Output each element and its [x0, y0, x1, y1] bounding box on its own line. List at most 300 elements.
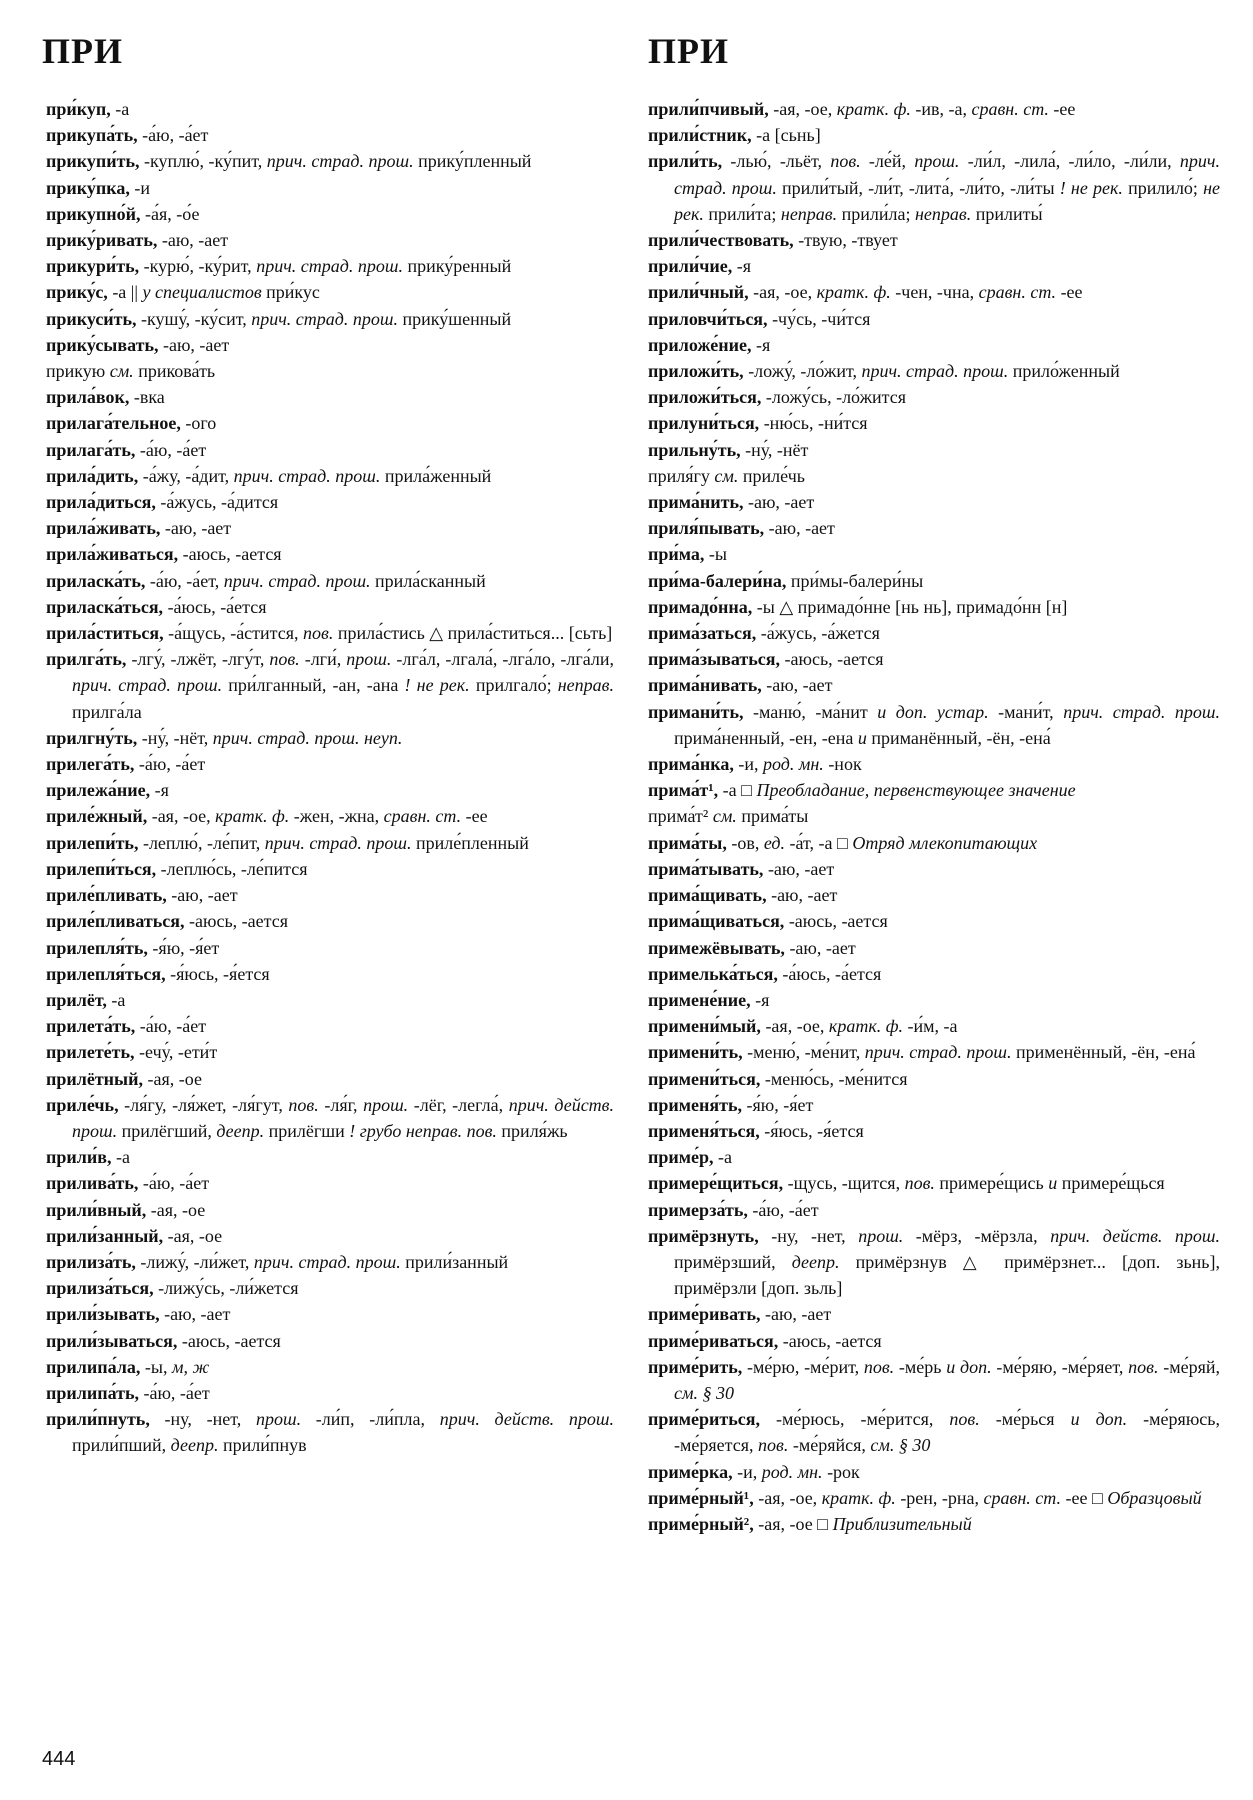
dictionary-entry — [46, 306, 614, 332]
dictionary-entry — [46, 856, 614, 882]
dictionary-entry — [648, 96, 1220, 122]
dictionary-entry — [648, 1170, 1220, 1196]
headword: прикупно́й, — [46, 203, 141, 224]
entry-text: -лижу́, -ли́жет, — [135, 1251, 254, 1272]
dictionary-entry — [648, 463, 1220, 489]
dictionary-entry — [46, 384, 614, 410]
headword: при́куп, — [46, 99, 111, 119]
entry-text: -а́ю, -а́ет, — [145, 570, 224, 591]
dictionary-entry — [648, 1459, 1220, 1485]
entry-text: приле́пленный — [411, 832, 529, 853]
entry-text: -а — [713, 1147, 732, 1168]
entry-text: -аю, -ает — [743, 492, 815, 513]
entry-text: -а □ — [718, 780, 757, 801]
dictionary-entry — [46, 201, 614, 227]
headword: прилага́ть, — [46, 439, 136, 460]
entry-text: -а́юсь, -а́ется — [163, 596, 267, 617]
entry-text: -аю, -ает — [166, 885, 238, 906]
grammar-note: и доп. устар. — [877, 701, 989, 722]
entry-text: -аюсь, -ается — [780, 649, 884, 670]
grammar-note: сравн. ст. — [383, 806, 462, 827]
headword: приме́риться, — [648, 1409, 760, 1430]
dictionary-entry — [648, 122, 1220, 148]
dictionary-entry — [648, 515, 1220, 541]
grammar-note: кратк. ф. — [816, 282, 891, 303]
entry-text: -ну, -нет, — [758, 1225, 859, 1246]
entry-text: -ая, -ое □ — [753, 1513, 833, 1534]
dictionary-entry — [46, 1039, 614, 1065]
headword: прила́вок, — [46, 387, 130, 408]
grammar-note: деепр. — [170, 1435, 219, 1456]
dictionary-entry — [648, 1301, 1220, 1327]
headword: прима́щивать, — [648, 885, 767, 906]
dictionary-entry — [648, 227, 1220, 253]
entry-text: -ая, -ое — [146, 1199, 206, 1220]
grammar-note: прич. действ. прош. — [1050, 1225, 1220, 1246]
grammar-note: пов. — [288, 1094, 319, 1115]
dictionary-entry — [648, 777, 1220, 803]
entry-text: при́лганный, -ан, -ана — [222, 675, 405, 696]
dictionary-entry — [648, 987, 1220, 1013]
entry-text: примёрзший, — [674, 1251, 792, 1272]
dictionary-entry — [648, 1197, 1220, 1223]
grammar-note: Преобладание, первенствующее значение — [756, 780, 1076, 801]
entry-text: -меню́, -ме́нит, — [742, 1042, 865, 1063]
headword: приме́рный¹, — [648, 1487, 754, 1508]
dictionary-entry — [648, 882, 1220, 908]
entry-text: прили́пнув — [218, 1435, 307, 1456]
dictionary-entry — [46, 908, 614, 934]
grammar-note: деепр. — [791, 1251, 840, 1272]
grammar-note: пов. — [303, 623, 334, 644]
grammar-note: пов. — [758, 1435, 789, 1456]
headword: прикуси́ть, — [46, 308, 137, 329]
dictionary-entry — [46, 620, 614, 646]
entry-text: -аю, -ает — [160, 518, 232, 539]
dictionary-entry — [46, 1406, 614, 1458]
headword: прима́заться, — [648, 623, 757, 644]
headword: прилепи́ть, — [46, 832, 139, 853]
headword: приле́жный, — [46, 806, 148, 827]
grammar-note: прич. страд. прош. — [256, 256, 403, 277]
grammar-note: см. — [712, 806, 737, 827]
grammar-note: неправ. — [780, 203, 838, 224]
entry-text: -и, — [732, 1461, 762, 1482]
entry-text: -ну́, -нёт, — [137, 727, 213, 748]
headword: применя́ться, — [648, 1120, 760, 1141]
dictionary-entry — [648, 568, 1220, 594]
dictionary-entry — [46, 1328, 614, 1354]
grammar-note: и — [1048, 1173, 1058, 1194]
dictionary-entry — [648, 1406, 1220, 1458]
grammar-note: прич. страд. прош. неуп. — [212, 727, 403, 748]
entry-text: приле́чь — [738, 465, 805, 486]
headword: прила́диться, — [46, 492, 156, 513]
entry-text: -мёрз, -мёрзла, — [903, 1225, 1051, 1246]
entry-text: -ее □ — [1061, 1487, 1108, 1508]
entry-text: прилёгши — [264, 1120, 350, 1141]
grammar-note: ! не рек. — [1059, 177, 1123, 198]
dictionary-entry — [648, 1328, 1220, 1354]
entry-text: -лги́, — [299, 649, 347, 670]
entry-text: -я — [750, 989, 770, 1010]
entry-text: прилга́ла — [72, 701, 142, 722]
entry-text: прима́т² — [648, 806, 713, 827]
headword: прилага́тельное, — [46, 413, 181, 434]
grammar-note: сравн. ст. — [978, 282, 1057, 303]
entry-text: -ая, -ое, — [753, 1487, 822, 1508]
dictionary-entry — [648, 699, 1220, 751]
headword: приме́рить, — [648, 1356, 743, 1377]
dictionary-entry — [648, 646, 1220, 672]
headword: прима́щиваться, — [648, 911, 785, 932]
grammar-note: прич. страд. прош. — [861, 361, 1009, 382]
entry-text: -а́ю, -а́ет — [134, 754, 206, 775]
grammar-note: кратк. ф. — [821, 1487, 896, 1508]
headword: примене́ние, — [648, 989, 751, 1010]
dictionary-entry — [46, 96, 614, 122]
dictionary-entry — [46, 1223, 614, 1249]
grammar-note: Приблизительный — [832, 1513, 972, 1534]
dictionary-entry — [648, 1013, 1220, 1039]
headword: применя́ть, — [648, 1094, 742, 1115]
grammar-note: ед. — [763, 832, 785, 853]
dictionary-entry — [46, 803, 614, 829]
dictionary-entry — [648, 1092, 1220, 1118]
dictionary-entry — [46, 253, 614, 279]
entry-text: прилгало́; — [469, 675, 558, 696]
entry-text: -аюсь, -ается — [778, 1330, 882, 1351]
entry-text: -жен, -жна, — [289, 806, 384, 827]
grammar-note: кратк. ф. — [215, 806, 290, 827]
entry-text: -а́юсь, -а́ется — [777, 963, 882, 984]
grammar-note: пов. — [269, 649, 300, 670]
entry-text: -ню́сь, -ни́тся — [759, 413, 868, 434]
entry-text: прили́ла; — [837, 203, 915, 224]
entry-text: -я́ю, -я́ет — [147, 937, 220, 958]
dictionary-entry — [46, 148, 614, 174]
grammar-note: прош. — [255, 1409, 302, 1430]
headword: прилуни́ться, — [648, 413, 760, 434]
dictionary-entry — [46, 1013, 614, 1039]
entry-text: при́кус — [261, 282, 320, 303]
entry-text: -лёг, -легла́, — [408, 1094, 509, 1115]
entry-text: -ы — [704, 544, 727, 565]
entry-text: -аю, -ает — [159, 1304, 231, 1325]
dictionary-entry — [648, 908, 1220, 934]
entry-text: -ая, -ое — [142, 1068, 202, 1089]
headword: приложи́ть, — [648, 361, 744, 382]
dictionary-entry — [46, 1197, 614, 1223]
headword: прима́тывать, — [648, 858, 764, 879]
dictionary-entry — [648, 279, 1220, 305]
dictionary-entry — [648, 358, 1220, 384]
grammar-note: прич. страд. прош. — [72, 675, 223, 696]
entry-text: при́мы-балери́ны — [786, 570, 924, 591]
dictionary-entry — [46, 961, 614, 987]
entry-text: -ее — [1056, 282, 1083, 303]
headword: прику́с, — [46, 282, 108, 303]
right-column — [648, 96, 1220, 1537]
headword: прила́живать, — [46, 518, 161, 539]
headword: примени́ться, — [648, 1068, 761, 1089]
dictionary-entry — [648, 751, 1220, 777]
grammar-note: сравн. ст. — [983, 1487, 1061, 1508]
grammar-note: пов. — [863, 1356, 895, 1377]
dictionary-entry — [648, 1511, 1220, 1537]
dictionary-entry — [648, 148, 1220, 227]
dictionary-entry — [46, 1275, 614, 1301]
grammar-note: и доп. — [1070, 1409, 1128, 1430]
entry-text: -ее — [1048, 99, 1076, 119]
headword: приме́рка, — [648, 1461, 733, 1482]
headword: прикупа́ть, — [46, 125, 138, 146]
headword: прили́стник, — [648, 125, 752, 146]
headword: прили́чный, — [648, 282, 749, 303]
entry-text: -а́ю, -а́ет — [137, 125, 209, 146]
left-column — [46, 96, 614, 1459]
entry-text: -чу́сь, -чи́тся — [767, 308, 871, 329]
headword: прилётный, — [46, 1068, 143, 1089]
grammar-note: у специалистов — [142, 282, 262, 303]
dictionary-entry — [46, 463, 614, 489]
headword: прима́нка, — [648, 754, 734, 775]
entry-text: прили́пший, — [72, 1435, 171, 1456]
grammar-note: пов. — [1128, 1356, 1159, 1377]
entry-text: прилиты́ — [971, 203, 1043, 224]
headword: прима́т¹, — [648, 780, 719, 801]
headword: примежёвывать, — [648, 937, 785, 958]
entry-text: применённый, -ён, -ена́ — [1011, 1042, 1196, 1063]
entry-text: -я́юсь, -я́ется — [165, 963, 270, 984]
grammar-note: прич. страд. прош. — [1063, 701, 1221, 722]
entry-text: -ле́й, — [860, 151, 915, 172]
grammar-note: прич. страд. прош. — [264, 832, 412, 853]
entry-text: -ме́рь — [894, 1356, 947, 1377]
entry-text: -и, — [733, 754, 764, 775]
headword: прилиза́ться, — [46, 1278, 154, 1299]
headword: прила́ститься, — [46, 623, 164, 644]
headword: прили́чествовать, — [648, 230, 794, 251]
entry-text: -рен, -рна, — [895, 1487, 984, 1508]
dictionary-entry — [648, 1144, 1220, 1170]
entry-text: -ов, — [726, 832, 764, 853]
entry-text: прикую — [46, 361, 110, 382]
entry-text: -ы △ примадо́нне [нь нь], примадо́нн [н] — [752, 596, 1068, 617]
headword: прикупи́ть, — [46, 151, 140, 172]
entry-text: прима́ненный, -ен, -ена — [674, 727, 858, 748]
dictionary-entry — [46, 541, 614, 567]
grammar-note: прич. действ. прош. — [439, 1409, 614, 1430]
entry-text: прику́шенный — [398, 308, 512, 329]
entry-text: -а́ю, -а́ет — [135, 1016, 207, 1037]
dictionary-entry — [46, 332, 614, 358]
entry-text: -аюсь, -ается — [184, 911, 288, 932]
entry-text: -я́юсь, -я́ется — [759, 1120, 864, 1141]
dictionary-entry — [46, 437, 614, 463]
entry-text: -аю, -ает — [764, 518, 835, 539]
entry-text: -я — [732, 256, 752, 277]
headword: прилепля́ться, — [46, 963, 166, 984]
grammar-note: прич. страд. прош. — [251, 308, 398, 329]
headword: прилиза́ть, — [46, 1251, 136, 1272]
entry-text: -я — [751, 334, 771, 355]
entry-text: -аю, -ает — [766, 885, 838, 906]
grammar-note: неправ. — [914, 203, 972, 224]
grammar-note: деепр. — [216, 1120, 265, 1141]
entry-text: -ая, -ое, — [768, 99, 837, 119]
grammar-note: и доп. — [946, 1356, 992, 1377]
dictionary-entry — [46, 1380, 614, 1406]
entry-text: -и́м, -а — [903, 1016, 958, 1037]
entry-text: -аю, -ает — [157, 230, 229, 251]
headword: при́ма, — [648, 544, 705, 565]
entry-text: прили́занный — [400, 1251, 509, 1272]
entry-text: -ого — [180, 413, 217, 434]
dictionary-entry — [648, 1039, 1220, 1065]
headword: прильну́ть, — [648, 439, 741, 460]
grammar-note: ! не рек. — [404, 675, 470, 696]
headword: прили́чие, — [648, 256, 733, 277]
entry-text: -я́ю, -я́ет — [741, 1094, 814, 1115]
headword: прикури́ть, — [46, 256, 140, 277]
dictionary-entry — [648, 489, 1220, 515]
entry-text: прику́ренный — [402, 256, 512, 277]
entry-text: -а́ю, -а́ет — [135, 439, 207, 460]
grammar-note: см. — [714, 465, 739, 486]
grammar-note: см. — [109, 361, 134, 382]
entry-text: -ли́п, -ли́пла, — [301, 1409, 440, 1430]
dictionary-entry — [46, 489, 614, 515]
dictionary-entry — [46, 1066, 614, 1092]
entry-text: -лгу́, -лжёт, -лгу́т, — [126, 649, 270, 670]
headword: приле́пливаться, — [46, 911, 185, 932]
grammar-note: прош. — [914, 151, 960, 172]
entry-text: прила́женный — [380, 465, 492, 486]
headword: прили́зывать, — [46, 1304, 160, 1325]
headword: прима́нивать, — [648, 675, 762, 696]
entry-text: -ме́рюсь, -ме́рится, — [759, 1409, 950, 1430]
headword: прилипа́ла, — [46, 1356, 141, 1377]
grammar-note: кратк. ф. — [836, 99, 911, 119]
running-header-left: ПРИ — [42, 31, 123, 71]
entry-text: -аю, -ает — [158, 334, 230, 355]
entry-text: -щусь, -щится, — [783, 1173, 905, 1194]
dictionary-entry — [46, 751, 614, 777]
entry-text: -ечу́, -ети́т — [134, 1042, 218, 1063]
headword: примани́ть, — [648, 701, 744, 722]
entry-text: прикова́ть — [133, 361, 216, 382]
entry-text: прила́стись △ прила́ститься... [сьть] — [333, 623, 613, 644]
dictionary-entry — [46, 725, 614, 751]
grammar-note: прош. — [363, 1094, 409, 1115]
entry-text: -а — [110, 99, 130, 119]
entry-text: прику́пленный — [413, 151, 532, 172]
entry-text: -аюсь, -ается — [178, 544, 282, 565]
entry-text: -а || — [107, 282, 143, 303]
headword: приме́ривать, — [648, 1304, 761, 1325]
entry-text: -лга́л, -лгала́, -лга́ло, -лга́ли, — [391, 649, 614, 670]
entry-text: -а́жусь, -а́жется — [756, 623, 880, 644]
grammar-note: прош. — [858, 1225, 904, 1246]
entry-text: -ая, -ое, — [748, 282, 817, 303]
headword: приложе́ние, — [648, 334, 752, 355]
dictionary-entry — [648, 1354, 1220, 1406]
entry-text: -и — [129, 177, 150, 198]
entry-text: примере́щись — [934, 1173, 1049, 1194]
entry-text: -леплю́, -ле́пит, — [138, 832, 265, 853]
headword: прима́ты, — [648, 832, 727, 853]
dictionary-entry — [648, 620, 1220, 646]
headword: прилега́ть, — [46, 754, 135, 775]
dictionary-entry — [46, 1301, 614, 1327]
dictionary-entry — [648, 1485, 1220, 1511]
grammar-note: прич. действ. прош. — [72, 1094, 614, 1141]
headword: примени́мый, — [648, 1016, 761, 1037]
entry-text: -а́т, -а □ — [784, 832, 853, 853]
entry-text: -ме́ряюсь, -ме́ряется, — [674, 1409, 1220, 1456]
entry-text: -ая, -ое, — [147, 806, 216, 827]
grammar-note: прич. страд. прош. — [864, 1042, 1012, 1063]
headword: приле́чь, — [46, 1094, 119, 1115]
entry-text: -а́я, -о́е — [140, 203, 200, 224]
dictionary-entry — [46, 515, 614, 541]
headword: прилга́ть, — [46, 649, 127, 670]
entry-text: -аюсь, -ается — [784, 911, 888, 932]
entry-text: -кушу́, -ку́сит, — [136, 308, 252, 329]
entry-text: -мани́т, — [988, 701, 1064, 722]
headword: прили́в, — [46, 1147, 112, 1168]
headword: прили́вный, — [46, 1199, 147, 1220]
dictionary-entry — [648, 541, 1220, 567]
entry-text: -ме́рю, -ме́рит, — [742, 1356, 864, 1377]
entry-text: -ложу́, -ло́жит, — [743, 361, 862, 382]
entry-text: -аю, -ает — [763, 858, 835, 879]
grammar-note: не рек. — [674, 177, 1220, 224]
entry-text: -вка — [129, 387, 165, 408]
entry-text: -ну́, -нёт — [740, 439, 809, 460]
dictionary-entry — [648, 935, 1220, 961]
entry-text: -ив, -а, — [910, 99, 972, 119]
entry-text: прили́тый, -ли́т, -лита́, -ли́то, -ли́ты — [776, 177, 1060, 198]
grammar-note: кратк. ф. — [828, 1016, 904, 1037]
grammar-note: прич. страд. прош. — [223, 570, 371, 591]
headword: прику́ривать, — [46, 230, 158, 251]
entry-text: -а́ю, -а́ет — [138, 1173, 210, 1194]
dictionary-entry — [46, 1144, 614, 1170]
dictionary-entry — [46, 122, 614, 148]
headword: приле́пливать, — [46, 885, 167, 906]
grammar-note: см. § 30 — [674, 1382, 734, 1403]
grammar-note: Образцовый — [1107, 1487, 1202, 1508]
headword: прили́ть, — [648, 151, 723, 172]
entry-text: -ая, -ое, — [760, 1016, 829, 1037]
entry-text: прилило́; — [1122, 177, 1204, 198]
entry-text: -ля́гу, -ля́жет, -ля́гут, — [118, 1094, 289, 1115]
grammar-note: пов. — [904, 1173, 935, 1194]
entry-text: -ложу́сь, -ло́жится — [761, 387, 907, 408]
dictionary-entry — [46, 1092, 614, 1144]
entry-text: -ая, -ое — [163, 1225, 223, 1246]
grammar-note: прич. страд. прош. — [266, 151, 414, 172]
dictionary-entry — [46, 594, 614, 620]
headword: примадо́нна, — [648, 596, 753, 617]
entry-text: прила́сканный — [370, 570, 486, 591]
headword: прили́пнуть, — [46, 1409, 150, 1430]
headword: приласка́ться, — [46, 596, 164, 617]
entry-text: -а́жу, -а́дит, — [138, 465, 234, 486]
headword: приложи́ться, — [648, 387, 762, 408]
